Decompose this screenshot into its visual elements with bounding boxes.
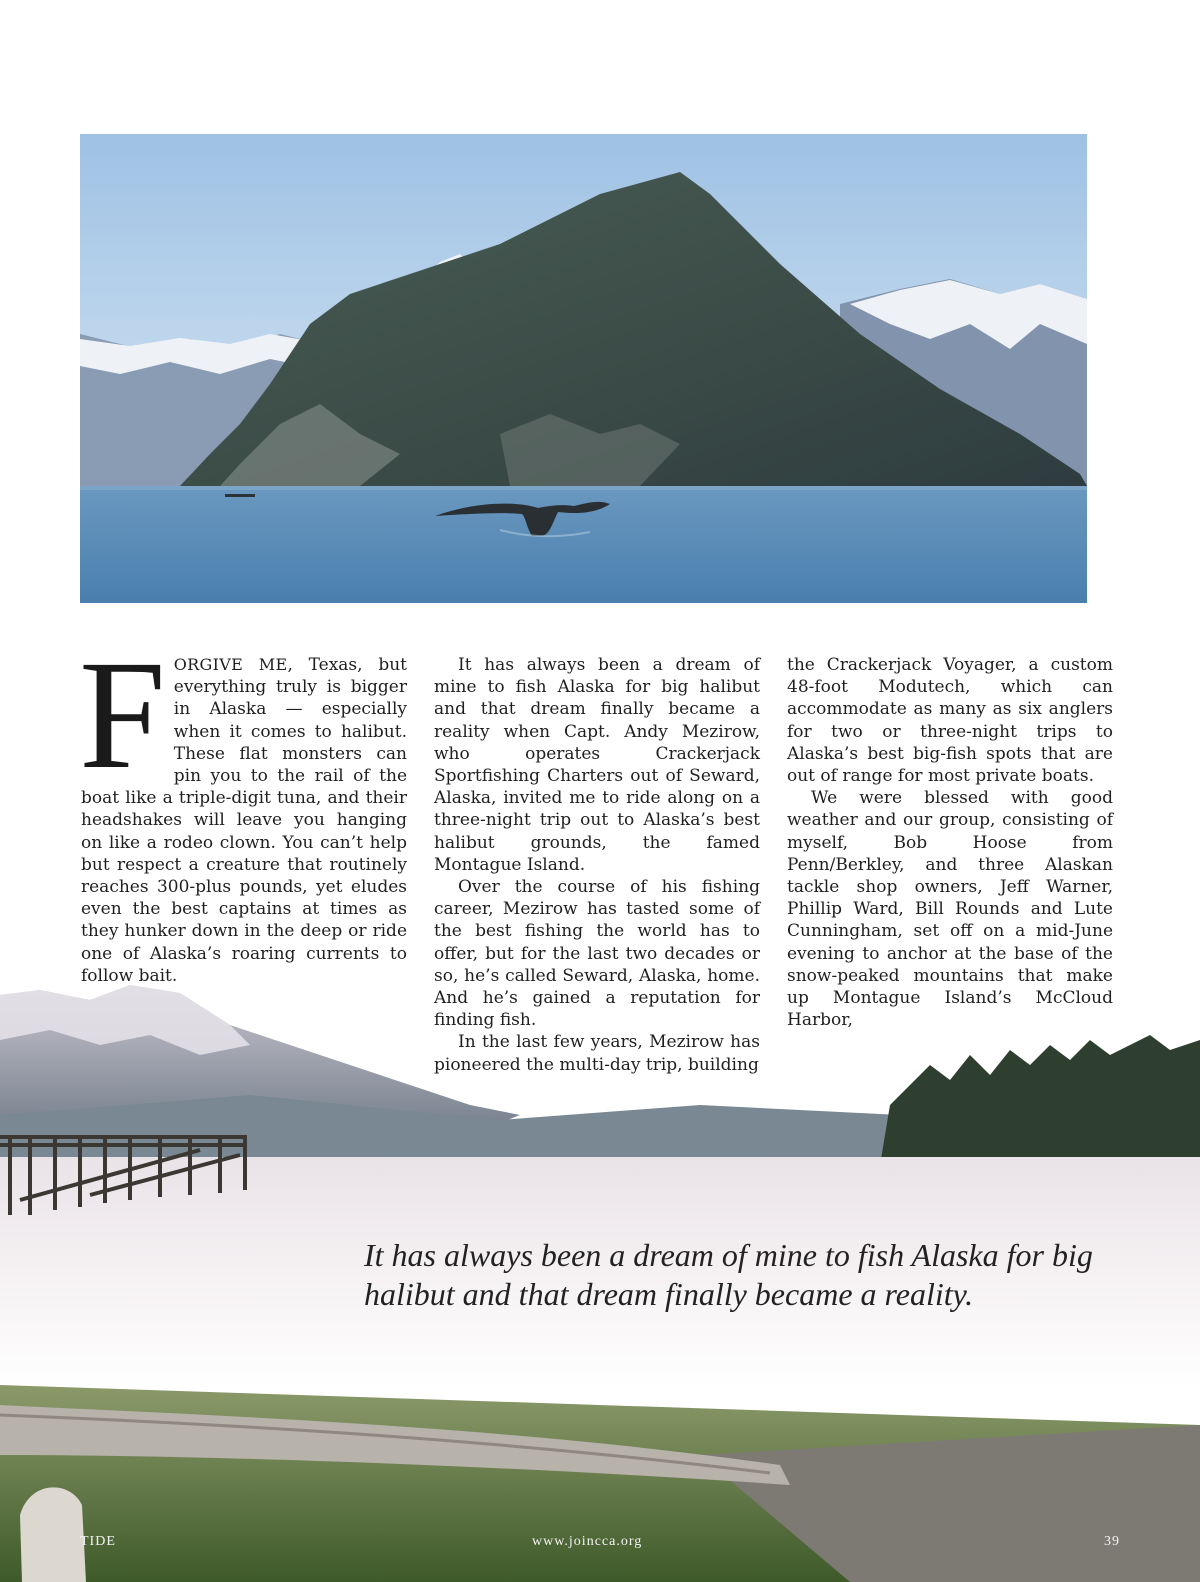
drop-cap: F: [79, 628, 166, 801]
top-photo-mountain-whale: [80, 134, 1087, 603]
paragraph: In the last few years, Mezirow has pioneered the multi-day trip, building: [434, 1032, 760, 1075]
mountain-whale-illustration: [80, 134, 1087, 603]
lead-smallcaps: ORGIVE ME: [173, 655, 288, 674]
paragraph: We were blessed with good weather and our group, consisting of myself, Bob Hoose from Penn/Berkley, and three Alaskan tackle shop owners, Jeff Warner, Phillip Ward, Bill Rounds and Lute Cunningham, set off on a mid-June evening to anchor at the base of the snow-peaked mountains that make up Montague Island’s McCloud Harbor,: [787, 788, 1113, 1031]
paragraph: It has always been a dream of mine to fish Alaska for big halibut and that dream finally became a reality when Capt. Andy Mezirow, who operates Crackerjack Sportfishing Charters out of Seward, Alaska, invited me to ride along on a three-night trip out to Alaska’s best halibut grounds, the famed Montague Island.: [434, 655, 760, 875]
page-number: 39: [1104, 1534, 1120, 1549]
lead-text: , Texas, but everything truly is bigger in Alaska — especially when it comes to halibut. These flat monsters can pin you to the rail of the boat like a triple-digit tuna, and their headshakes will leave you hanging on like a rodeo clown. You can’t help but respect a creature that routinely reaches 300-plus pounds, yet eludes even the best captains at times as they hunker down in the deep or ride one of Alaska’s roaring currents to follow bait.: [81, 655, 407, 986]
pull-quote: It has always been a dream of mine to fish Alaska for big halibut and that dream finally became a reality.: [364, 1237, 1093, 1312]
footer-website: www.joincca.org: [532, 1534, 643, 1549]
paragraph: Over the course of his fishing career, Mezirow has tasted some of the best fishing the world has to offer, but for the last two decades or so, he’s called Seward, Alaska, home. And he’s gained a reputation for finding fish.: [434, 877, 760, 1031]
paragraph: the Crackerjack Voyager, a custom 48-foot Modutech, which can accommodate as many as six anglers for two or three-night trips to Alaska’s best big-fish spots that are out of range for most private boats.: [787, 655, 1113, 787]
article-column-1: [79, 628, 407, 987]
article-column-3: [787, 654, 1113, 1031]
article-column-2: [434, 654, 760, 1076]
footer-magazine-name: TIDE: [80, 1534, 116, 1549]
